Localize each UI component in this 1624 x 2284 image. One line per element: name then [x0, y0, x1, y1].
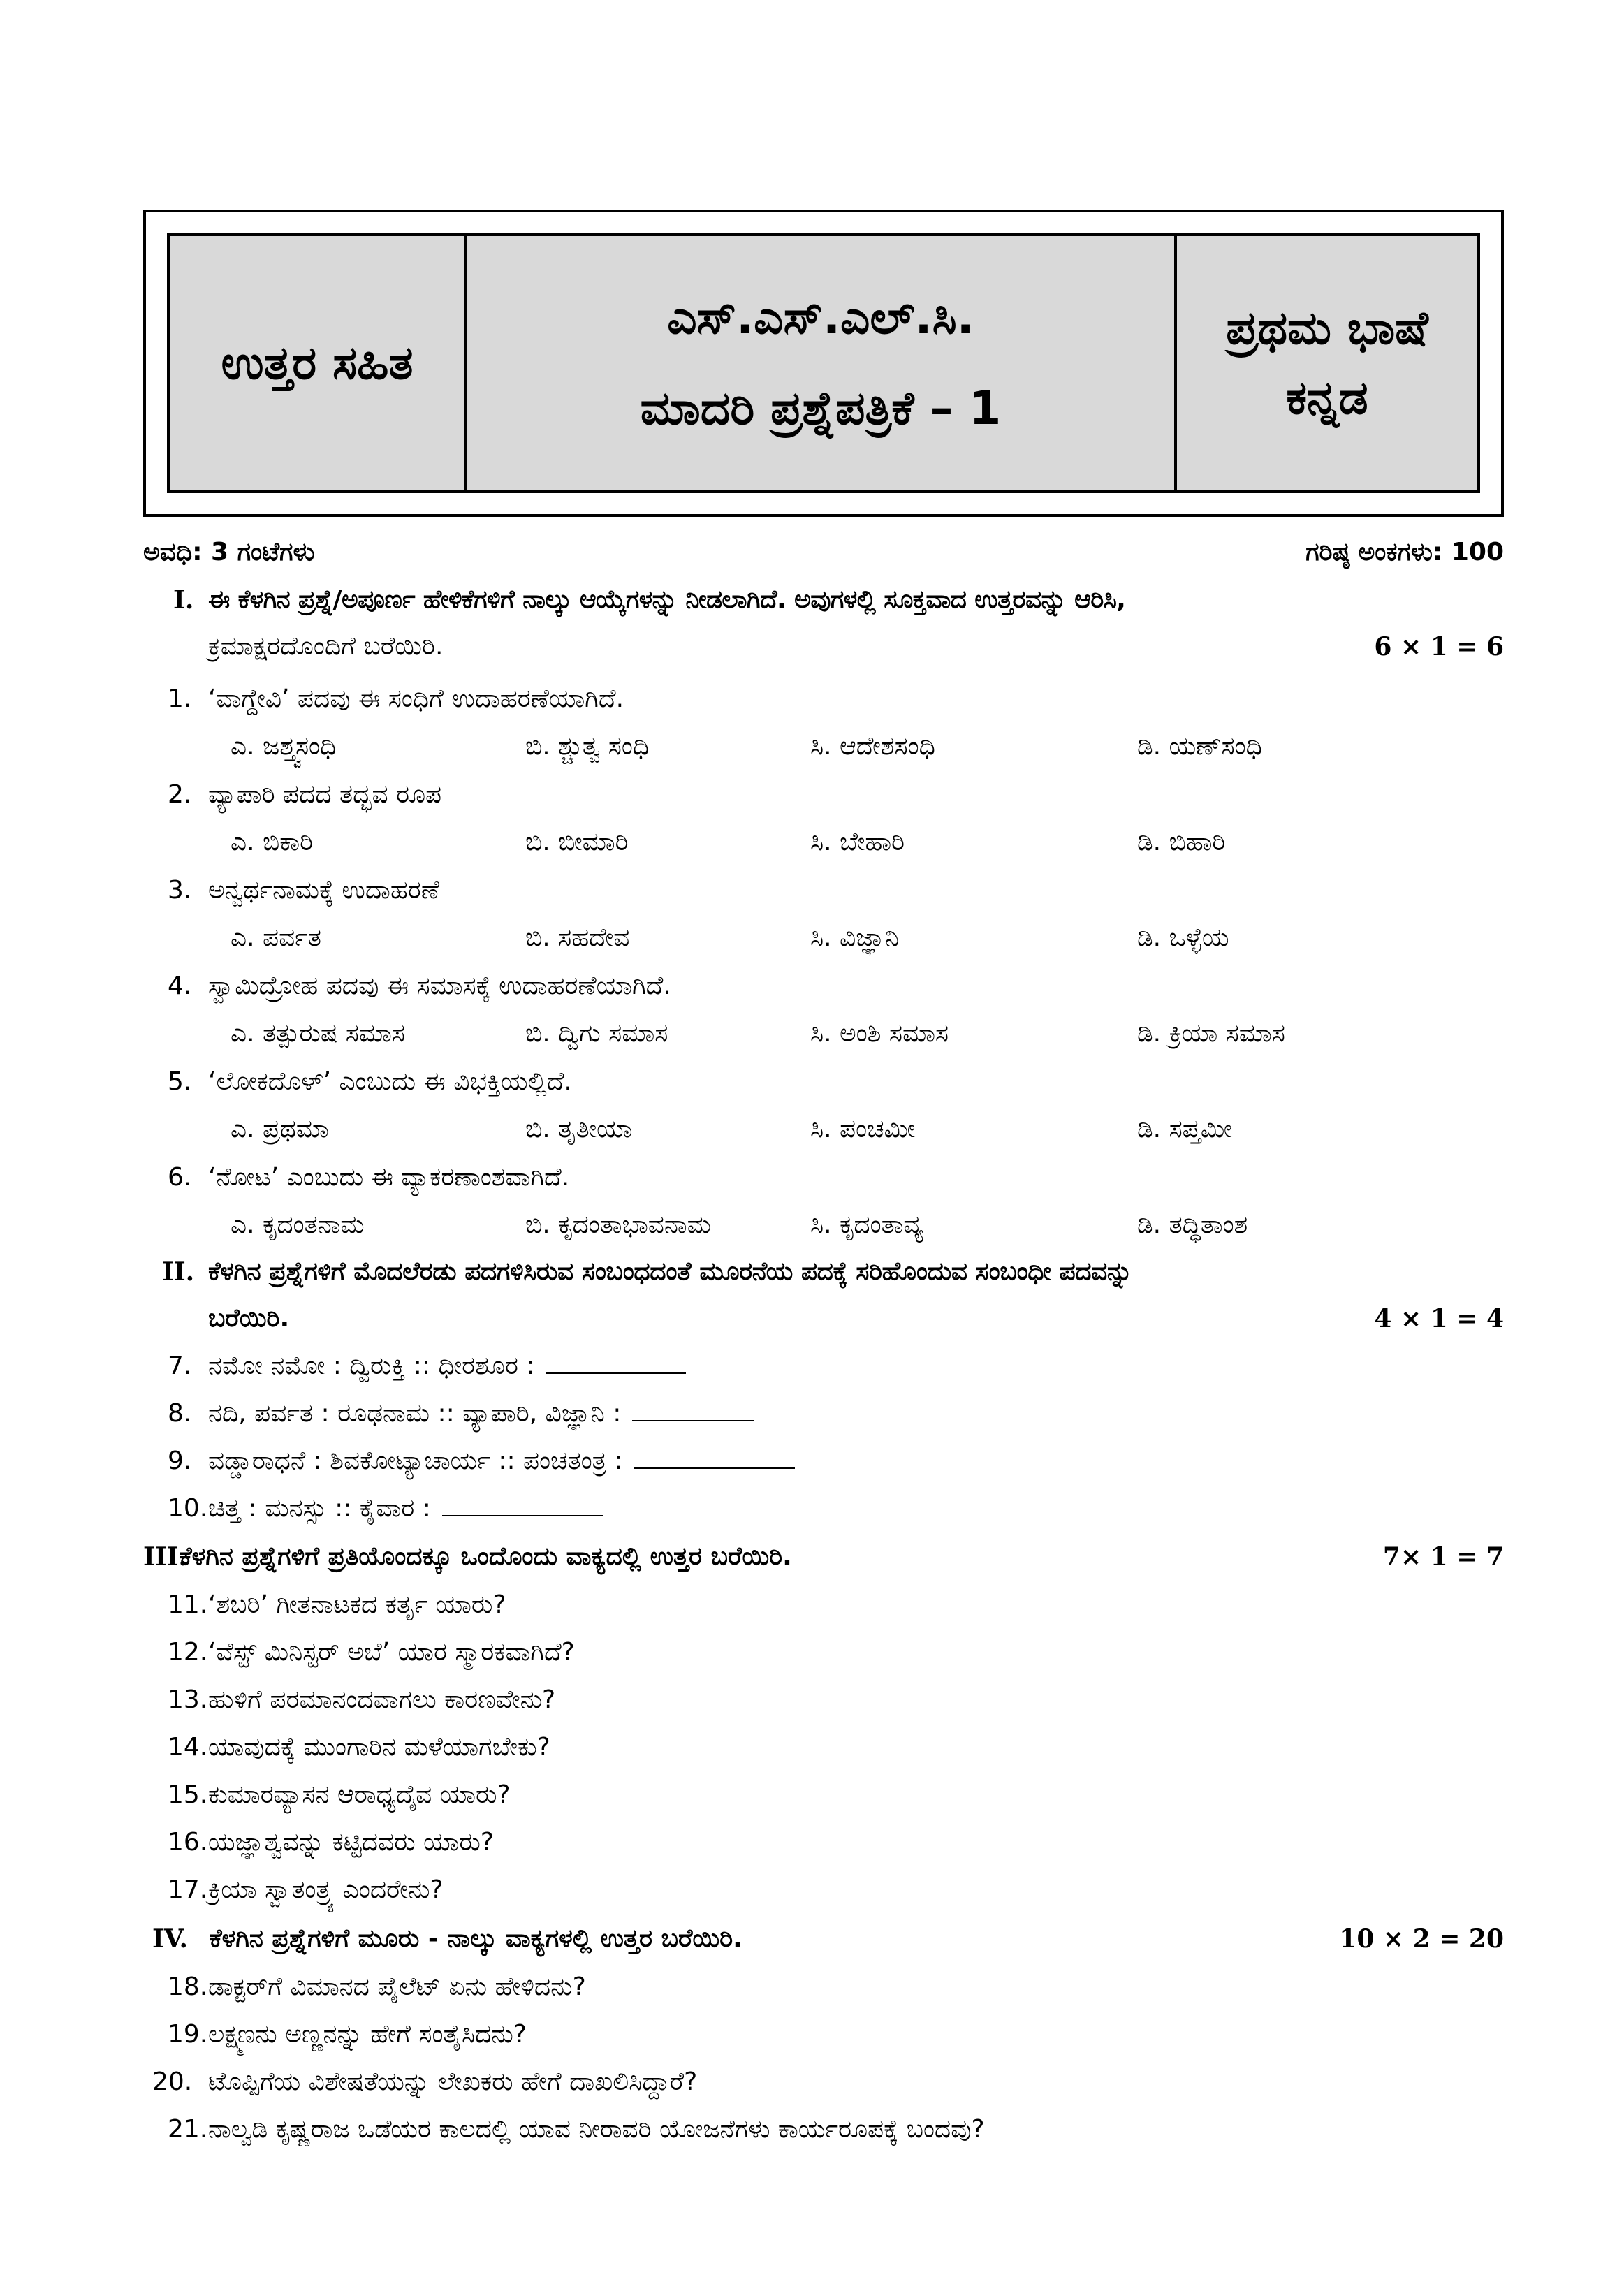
- option-d: ಡಿ. ತದ್ಧಿತಾಂಶ: [1137, 1210, 1248, 1239]
- question-text: ‘ಶಬರಿ’ ಗೀತನಾಟಕದ ಕರ್ತೃ ಯಾರು?: [208, 1590, 506, 1619]
- option-d: ಡಿ. ಸಪ್ತಮೀ: [1137, 1115, 1232, 1143]
- section-roman: III.: [143, 1542, 188, 1572]
- answer-blank: [634, 1467, 795, 1469]
- subject-name: ಕನ್ನಡ: [1286, 371, 1368, 425]
- language-level: ಪ್ರಥಮ ಭಾಷೆ: [1226, 301, 1428, 355]
- question-text: ಟೊಪ್ಪಿಗೆಯ ವಿಶೇಷತೆಯನ್ನು ಲೇಖಕರು ಹೇಗೆ ದಾಖಲಿಸಿದ್ದಾರೆ?: [208, 2067, 698, 2096]
- question-number: 15.: [168, 1780, 208, 1809]
- question-text: ಕ್ರಿಯಾ ಸ್ವಾತಂತ್ರ್ಯ ಎಂದರೇನು?: [208, 1875, 444, 1904]
- question-text: ಯಾವುದಕ್ಕೆ ಮುಂಗಾರಿನ ಮಳೆಯಾಗಬೇಕು?: [208, 1733, 550, 1762]
- question-number: 13.: [168, 1685, 208, 1714]
- option-c: ಸಿ. ವಿಜ್ಞಾನಿ: [810, 923, 900, 952]
- section-marks: 4 × 1 = 4: [1374, 1304, 1504, 1333]
- section-instruction-2: ಕ್ರಮಾಕ್ಷರದೊಂದಿಗೆ ಬರೆಯಿರಿ.: [208, 632, 444, 661]
- section-roman: II.: [162, 1257, 195, 1287]
- question-text: ನಮೋ ನಮೋ : ದ್ವಿರುಕ್ತಿ :: ಧೀರಶೂರ :: [208, 1352, 535, 1380]
- option-a: ಎ. ತತ್ಪುರುಷ ಸಮಾಸ: [231, 1019, 405, 1048]
- option-c: ಸಿ. ಕೃದಂತಾವ್ಯ: [810, 1210, 923, 1239]
- exam-name: ಎಸ್.ಎಸ್.ಎಲ್.ಸಿ.: [667, 291, 974, 344]
- option-a: ಎ. ಪ್ರಥಮಾ: [231, 1115, 329, 1143]
- with-answers-label: ಉತ್ತರ ಸಹಿತ: [221, 335, 414, 390]
- option-b: ಬಿ. ದ್ವಿಗು ಸಮಾಸ: [525, 1019, 668, 1048]
- question-number: 14.: [168, 1733, 208, 1762]
- question-text: ಚಿತ್ತ : ಮನಸ್ಸು :: ಕೈವಾರ :: [208, 1494, 431, 1523]
- question-text: ಸ್ವಾಮಿದ್ರೋಹ ಪದವು ಈ ಸಮಾಸಕ್ಕೆ ಉದಾಹರಣೆಯಾಗಿದೆ.: [208, 972, 671, 1000]
- answer-blank: [546, 1372, 686, 1374]
- question-text: ವ್ಯಾಪಾರಿ ಪದದ ತದ್ಭವ ರೂಪ: [208, 780, 442, 809]
- option-d: ಡಿ. ಕ್ರಿಯಾ ಸಮಾಸ: [1137, 1019, 1285, 1048]
- question-number: 17.: [168, 1875, 208, 1904]
- question-text: ಡಾಕ್ಟರ್‌ಗೆ ವಿಮಾನದ ಪೈಲೆಟ್ ಏನು ಹೇಳಿದನು?: [208, 1972, 586, 2001]
- question-text: ‘ನೋಟ’ ಎಂಬುದು ಈ ವ್ಯಾಕರಣಾಂಶವಾಗಿದೆ.: [208, 1163, 570, 1192]
- question-text: ‘ಲೋಕದೊಳ್’ ಎಂಬುದು ಈ ವಿಭಕ್ತಿಯಲ್ಲಿದೆ.: [208, 1067, 572, 1096]
- question-number: 4.: [168, 972, 192, 1000]
- answer-blank: [442, 1514, 603, 1516]
- option-b: ಬಿ. ಕೃದಂತಾಭಾವನಾಮ: [525, 1210, 711, 1239]
- question-number: 18.: [168, 1972, 208, 2001]
- with-answers-cell: [170, 236, 467, 490]
- option-c: ಸಿ. ಆದೇಶಸಂಧಿ: [810, 732, 935, 761]
- section-instruction: ಕೆಳಗಿನ ಪ್ರಶ್ನೆಗಳಿಗೆ ಮೊದಲೆರಡು ಪದಗಳಿಸಿರುವ ಸಂಬಂಧದಂತೆ ಮೂರನೆಯ ಪದಕ್ಕೆ ಸರಿಹೊಂದುವ ಸಂಬಂಧೀ ಪದವನ್ನು: [208, 1257, 1132, 1286]
- section-instruction: ಕೆಳಗಿನ ಪ್ರಶ್ನೆಗಳಿಗೆ ಮೂರು - ನಾಲ್ಕು ವಾಕ್ಯಗಳಲ್ಲಿ ಉತ್ತರ ಬರೆಯಿರಿ.: [210, 1924, 742, 1953]
- exam-title-cell: [467, 236, 1177, 490]
- option-a: ಎ. ಕೃದಂತನಾಮ: [231, 1210, 365, 1239]
- question-text: ನಾಲ್ವಡಿ ಕೃಷ್ಣರಾಜ ಒಡೆಯರ ಕಾಲದಲ್ಲಿ ಯಾವ ನೀರಾವರಿ ಯೋಜನೆಗಳು ಕಾರ್ಯರೂಪಕ್ಕೆ ಬಂದವು?: [208, 2115, 985, 2144]
- question-number: 5.: [168, 1067, 192, 1096]
- answer-blank: [632, 1419, 754, 1421]
- question-text: ಅನ್ವರ್ಥನಾಮಕ್ಕೆ ಉದಾಹರಣೆ: [208, 876, 440, 905]
- question-text: ಹುಳಿಗೆ ಪರಮಾನಂದವಾಗಲು ಕಾರಣವೇನು?: [208, 1685, 556, 1714]
- question-number: 8.: [168, 1399, 192, 1428]
- question-number: 11.: [168, 1590, 208, 1619]
- question-number: 20.: [152, 2067, 193, 2096]
- subject-cell: [1177, 236, 1477, 490]
- option-a: ಎ. ಜಶ್ತ್ವಸಂಧಿ: [231, 732, 337, 761]
- question-text: ‘ವಾಗ್ದೇವಿ’ ಪದವು ಈ ಸಂಧಿಗೆ ಉದಾಹರಣೆಯಾಗಿದೆ.: [208, 685, 624, 713]
- question-number: 3.: [168, 876, 192, 905]
- section-marks: 10 × 2 = 20: [1339, 1924, 1504, 1954]
- question-number: 19.: [168, 2020, 208, 2049]
- section-instruction: ಕೆಳಗಿನ ಪ್ರಶ್ನೆಗಳಿಗೆ ಪ್ರತಿಯೊಂದಕ್ಕೂ ಒಂದೊಂದು ವಾಕ್ಯದಲ್ಲಿ ಉತ್ತರ ಬರೆಯಿರಿ.: [180, 1542, 792, 1571]
- option-b: ಬಿ. ಶ್ಚುತ್ವ ಸಂಧಿ: [525, 732, 650, 761]
- analogy-item: [208, 1447, 795, 1476]
- option-a: ಎ. ಪರ್ವತ: [231, 923, 321, 952]
- section-marks: 7× 1 = 7: [1382, 1542, 1504, 1572]
- option-d: ಡಿ. ಯಣ್‌ಸಂಧಿ: [1137, 732, 1262, 761]
- option-c: ಸಿ. ಅಂಶಿ ಸಮಾಸ: [810, 1019, 949, 1048]
- question-text: ಯಜ್ಞಾಶ್ವವನ್ನು ಕಟ್ಟಿದವರು ಯಾರು?: [208, 1828, 494, 1857]
- title-box: [143, 210, 1504, 517]
- max-marks: ಗರಿಷ್ಠ ಅಂಕಗಳು: 100: [1305, 538, 1504, 566]
- question-text: ‘ವೆಸ್ಟ್ ಮಿನಿಸ್ಟರ್ ಅಬೆ’ ಯಾರ ಸ್ಮಾರಕವಾಗಿದೆ?: [208, 1638, 575, 1667]
- question-text: ಲಕ್ಷ್ಮಣನು ಅಣ್ಣನನ್ನು ಹೇಗೆ ಸಂತೈಸಿದನು?: [208, 2020, 527, 2049]
- section-instruction: ಈ ಕೆಳಗಿನ ಪ್ರಶ್ನೆ/ಅಪೂರ್ಣ ಹೇಳಿಕೆಗಳಿಗೆ ನಾಲ್ಕು ಆಯ್ಕೆಗಳನ್ನು ನೀಡಲಾಗಿದೆ. ಅವುಗಳಲ್ಲಿ ಸೂಕ್ತವಾದ ಉತ್ತರವನ್ನು ಆರಿಸಿ,: [208, 585, 1126, 614]
- title-box-inner: [167, 233, 1480, 493]
- option-d: ಡಿ. ಬಿಹಾರಿ: [1137, 828, 1226, 856]
- question-number: 7.: [168, 1352, 192, 1380]
- section-roman: I.: [173, 585, 194, 615]
- duration: ಅವಧಿ: 3 ಗಂಟೆಗಳು: [143, 538, 315, 566]
- question-number: 6.: [168, 1163, 192, 1192]
- question-number: 16.: [168, 1828, 208, 1857]
- analogy-item: [208, 1399, 754, 1428]
- option-b: ಬಿ. ಬೀಮಾರಿ: [525, 828, 629, 856]
- option-b: ಬಿ. ಸಹದೇವ: [525, 923, 630, 952]
- option-c: ಸಿ. ಬೇಹಾರಿ: [810, 828, 905, 856]
- analogy-item: [208, 1352, 686, 1381]
- option-d: ಡಿ. ಒಳ್ಳೆಯ: [1137, 923, 1229, 952]
- question-number: 21.: [168, 2115, 208, 2144]
- question-number: 12.: [168, 1638, 208, 1667]
- question-text: ಕುಮಾರವ್ಯಾಸನ ಆರಾಧ್ಯದೈವ ಯಾರು?: [208, 1780, 511, 1809]
- option-b: ಬಿ. ತೃತೀಯಾ: [525, 1115, 633, 1143]
- question-number: 2.: [168, 780, 192, 809]
- question-number: 9.: [168, 1447, 192, 1475]
- question-text: ನದಿ, ಪರ್ವತ : ರೂಢನಾಮ :: ವ್ಯಾಪಾರಿ, ವಿಜ್ಞಾನಿ :: [208, 1399, 622, 1428]
- option-c: ಸಿ. ಪಂಚಮೀ: [810, 1115, 916, 1143]
- option-a: ಎ. ಬಿಕಾರಿ: [231, 828, 314, 856]
- question-number: 1.: [168, 685, 192, 713]
- paper-title: ಮಾದರಿ ಪ್ರಶ್ನೆಪತ್ರಿಕೆ – 1: [640, 381, 1002, 435]
- section-roman: IV.: [152, 1924, 189, 1954]
- meta-row: [0, 538, 1624, 573]
- analogy-item: [208, 1494, 603, 1523]
- section-marks: 6 × 1 = 6: [1374, 632, 1504, 661]
- section-instruction-2: ಬರೆಯಿರಿ.: [208, 1304, 290, 1333]
- question-text: ವಡ್ಡಾರಾಧನೆ : ಶಿವಕೋಟ್ಯಾಚಾರ್ಯ :: ಪಂಚತಂತ್ರ :: [208, 1447, 623, 1475]
- question-number: 10.: [168, 1494, 208, 1523]
